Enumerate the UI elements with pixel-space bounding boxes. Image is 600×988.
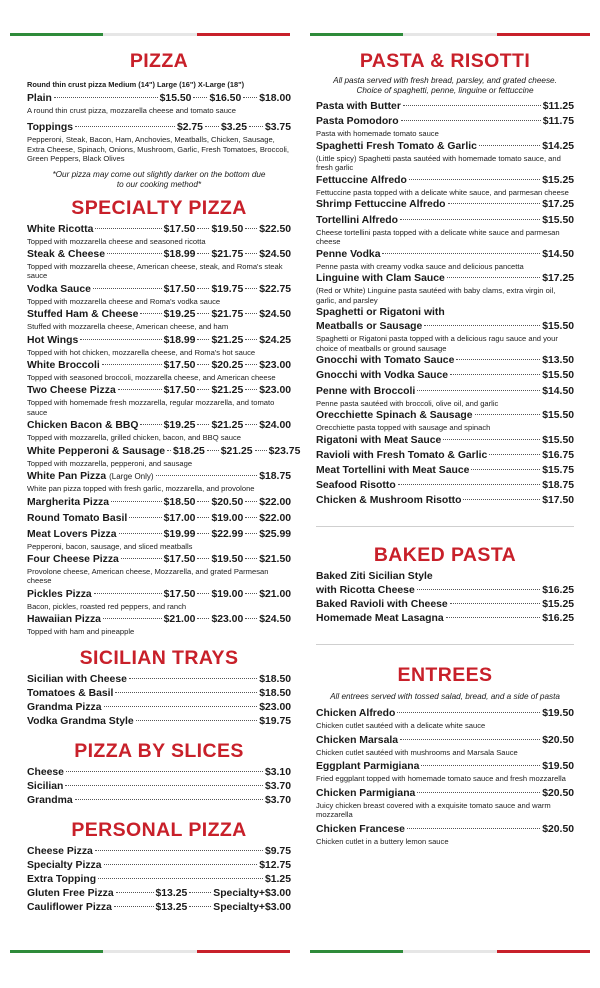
- item-description: Juicy chicken breast covered with a exquisite tomato sauce and warm mozzarella: [316, 800, 551, 820]
- menu-item: [27, 470, 291, 493]
- item-price-medium: $21.00: [163, 614, 196, 626]
- item-name: White Ricotta: [27, 223, 94, 235]
- item-price-medium: $17.50: [163, 360, 196, 372]
- item-extra-price: +$3.00: [258, 901, 291, 913]
- personal-pizza-title: PERSONAL PIZZA: [71, 818, 247, 841]
- flag-stripe-top-right: [310, 33, 590, 36]
- menu-item: [316, 174, 574, 197]
- item-name: Cheese: [27, 766, 64, 778]
- entrees-title: ENTREES: [397, 664, 493, 687]
- menu-item: [316, 449, 574, 463]
- menu-item: [27, 794, 291, 808]
- item-name: Pasta Pomodoro: [316, 116, 399, 128]
- item-price: $13.50: [542, 355, 574, 367]
- menu-item: [316, 479, 574, 493]
- item-price: $15.25: [542, 174, 574, 186]
- item-name: Vodka Sauce: [27, 283, 91, 295]
- menu-item: [27, 248, 291, 281]
- item-description: Penne pasta sautéed with broccoli, olive oil, and garlic: [316, 398, 499, 408]
- item-price-medium: $18.50: [163, 496, 196, 508]
- item-name: Meat Lovers Pizza: [27, 528, 117, 540]
- item-name: Ravioli with Fresh Tomato & Garlic: [316, 449, 488, 461]
- item-price: $17.50: [542, 495, 574, 507]
- item-price-large: $21.25: [211, 385, 244, 397]
- item-name: Meat Tortellini with Meat Sauce: [316, 465, 470, 477]
- baked-pasta-title: BAKED PASTA: [373, 544, 517, 567]
- menu-item: [27, 887, 291, 901]
- item-price-large: $18.75: [259, 471, 291, 483]
- menu-item: [316, 434, 574, 448]
- item-name: Hot Wings: [27, 334, 79, 346]
- item-description: Topped with hot chicken, mozzarella cheese, and Roma's hot sauce: [27, 347, 256, 357]
- item-price-large: $19.50: [211, 223, 244, 235]
- item-price: $15.50: [542, 434, 574, 446]
- item-price-xlarge: $21.00: [259, 588, 291, 600]
- item-name: Hawaiian Pizza: [27, 614, 101, 626]
- menu-item: [27, 553, 291, 586]
- specialty-pizza-title: SPECIALTY PIZZA: [71, 196, 247, 219]
- item-name: Penne Vodka: [316, 248, 381, 260]
- menu-item: [27, 121, 291, 163]
- item-name: Margherita Pizza: [27, 496, 109, 508]
- pizza-by-slices-list: [27, 766, 291, 808]
- item-price-xlarge: $25.99: [259, 528, 291, 540]
- item-price: $17.25: [542, 199, 574, 211]
- item-name: Chicken Marsala: [316, 734, 399, 746]
- item-name: Rigatoni with Meat Sauce: [316, 434, 442, 446]
- baked-pasta-section: [316, 544, 574, 626]
- item-price: $3.70: [264, 780, 291, 792]
- item-name: Chicken Parmigiana: [316, 787, 416, 799]
- menu-item: [316, 198, 574, 212]
- menu-item: [316, 707, 574, 730]
- sicilian-trays-title: SICILIAN TRAYS: [79, 646, 239, 669]
- flag-stripe-bottom-left: [10, 950, 290, 953]
- item-name: White Pepperoni & Sausage: [27, 445, 165, 457]
- item-description: Topped with mozzarella cheese and seasoned ricotta: [27, 236, 206, 246]
- item-name: Grandma: [27, 794, 73, 806]
- menu-item: [316, 570, 574, 598]
- item-name: White Pan Pizza: [27, 471, 107, 483]
- item-description: (Little spicy) Spaghetti pasta sautéed with homemade tomato sauce, and fresh garlic: [316, 153, 561, 173]
- item-price: $15.50: [542, 410, 574, 422]
- item-description: Bacon, pickles, roasted red peppers, and ranch: [27, 601, 187, 611]
- item-price-medium: $19.25: [163, 420, 196, 432]
- item-name: Chicken Bacon & BBQ: [27, 420, 139, 432]
- item-name: Chicken & Mushroom Risotto: [316, 495, 462, 507]
- item-name: Gluten Free Pizza: [27, 887, 114, 899]
- item-price: $14.25: [542, 140, 574, 152]
- item-size-note: (Large Only): [109, 472, 154, 482]
- item-name: Shrimp Fettuccine Alfredo: [316, 199, 446, 211]
- menu-item: [27, 419, 291, 442]
- pasta-risotti-list: [316, 100, 574, 508]
- item-name-line2: Meatballs or Sausage: [316, 321, 423, 333]
- item-name: Sicilian: [27, 780, 64, 792]
- item-price-medium: $18.99: [163, 334, 196, 346]
- item-name: Steak & Cheese: [27, 249, 105, 261]
- item-price-medium: $17.50: [163, 283, 196, 295]
- item-price-xlarge: $24.50: [259, 614, 291, 626]
- item-price-large: $16.50: [209, 93, 242, 104]
- item-name: Baked Ziti Sicilian Style: [316, 571, 433, 583]
- item-price-xlarge: $22.50: [259, 223, 291, 235]
- menu-item: [316, 354, 574, 368]
- item-price-xlarge: $22.75: [259, 283, 291, 295]
- item-price-large: $23.00: [211, 614, 244, 626]
- item-name: Toppings: [27, 122, 73, 134]
- menu-item: [27, 512, 291, 526]
- item-description: Pepperoni, bacon, sausage, and sliced meatballs: [27, 541, 193, 551]
- menu-item: [27, 283, 291, 306]
- item-description: A round thin crust pizza, mozzarella cheese and tomato sauce: [27, 106, 236, 115]
- item-description: Fried eggplant topped with homemade tomato sauce and fresh mozzarella: [316, 774, 566, 784]
- personal-pizza-list: [27, 845, 291, 915]
- specialty-pizza-section: [27, 196, 301, 637]
- menu-item: [316, 140, 574, 173]
- item-price-large: $19.00: [211, 588, 244, 600]
- menu-item: [27, 223, 291, 246]
- item-description: Topped with mozzarella, pepperoni, and sausage: [27, 458, 193, 468]
- item-description: Pasta with homemade tomato sauce: [316, 129, 439, 139]
- item-price: $20.50: [542, 787, 574, 799]
- personal-pizza-section: [27, 819, 291, 915]
- menu-item: [316, 306, 574, 353]
- item-description: Stuffed with mozzarella cheese, American cheese, and ham: [27, 322, 229, 332]
- item-name: Orecchiette Spinach & Sausage: [316, 410, 473, 422]
- menu-item: [316, 598, 574, 612]
- menu-item: [316, 369, 574, 383]
- item-name: Round Tomato Basil: [27, 512, 128, 524]
- item-name-line2: with Ricotta Cheese: [316, 585, 415, 597]
- item-name: Specialty Pizza: [27, 859, 102, 871]
- item-extra-price: +$3.00: [258, 887, 291, 899]
- item-description: Orecchiette pasta topped with sausage and spinach: [316, 423, 491, 433]
- item-name: Linguine with Clam Sauce: [316, 273, 445, 285]
- item-description: Provolone cheese, American cheese, Mozzarella, and grated Parmesan cheese: [27, 566, 269, 586]
- item-extra-label: Specialty: [213, 901, 259, 913]
- item-price: $16.75: [542, 449, 574, 461]
- item-name: Cauliflower Pizza: [27, 901, 112, 913]
- item-name: Gnocchi with Tomato Sauce: [316, 355, 455, 367]
- item-price: $11.75: [542, 116, 574, 128]
- menu-item: [316, 464, 574, 478]
- menu-item: [316, 385, 574, 408]
- baked-pasta-list: [316, 570, 574, 626]
- item-name: Sicilian with Cheese: [27, 673, 127, 685]
- item-description: White pan pizza topped with fresh garlic, mozzarella, and provolone: [27, 484, 255, 494]
- item-price-xlarge: $24.50: [259, 249, 291, 261]
- item-price: $9.75: [264, 845, 291, 857]
- item-name: Stuffed Ham & Cheese: [27, 309, 139, 321]
- item-price-xlarge: $23.00: [259, 385, 291, 397]
- item-price-xlarge: $24.50: [259, 309, 291, 321]
- item-name: Fettuccine Alfredo: [316, 174, 407, 186]
- item-price-medium: $2.75: [176, 122, 203, 134]
- item-name: Spaghetti or Rigatoni with: [316, 307, 445, 319]
- menu-item: [316, 115, 574, 138]
- item-extra-label: Specialty: [213, 887, 259, 899]
- item-price: $14.50: [542, 248, 574, 260]
- item-description: Spaghetti or Rigatoni pasta topped with a delicious ragu sauce and your choice of meatballs or ground sausage: [316, 334, 558, 353]
- item-description: Fettuccine pasta topped with a delicate white sauce, and parmesan cheese: [316, 187, 569, 197]
- menu-item: [316, 734, 574, 757]
- item-name: Grandma Pizza: [27, 701, 102, 713]
- item-description: Cheese tortellini pasta topped with a delicate white sauce and parmesan cheese: [316, 227, 560, 246]
- item-name: Tortellini Alfredo: [316, 214, 398, 226]
- item-price-large: $3.25: [220, 122, 247, 134]
- item-name: Homemade Meat Lasagna: [316, 613, 444, 625]
- entrees-note: All entrees served with tossed salad, bread, and a side of pasta: [330, 692, 560, 702]
- menu-item: [27, 334, 291, 357]
- menu-item: [27, 701, 291, 715]
- item-price-medium: $17.50: [163, 553, 196, 565]
- item-price-medium: $18.25: [173, 445, 205, 457]
- item-price: $16.25: [542, 585, 574, 597]
- item-description: Chicken cutlet sautéed with mushrooms and Marsala Sauce: [316, 747, 518, 757]
- menu-item: [27, 901, 291, 915]
- item-name: Baked Ravioli with Cheese: [316, 599, 448, 611]
- item-price: $15.75: [542, 465, 574, 477]
- item-name: Seafood Risotto: [316, 480, 396, 492]
- pizza-size-header: Round thin crust pizza Medium (14") Large (16") X-Large (18"): [27, 80, 245, 89]
- item-price-xlarge: $18.00: [259, 93, 291, 104]
- item-price: $15.50: [542, 321, 574, 333]
- menu-item: [27, 528, 291, 551]
- item-name: White Broccoli: [27, 360, 100, 372]
- item-price: $13.25: [155, 901, 188, 913]
- item-price-xlarge: $21.50: [259, 553, 291, 565]
- menu-item: [316, 214, 574, 247]
- section-divider: [316, 526, 574, 527]
- item-price: $11.25: [542, 101, 574, 112]
- item-price-large: $21.75: [211, 249, 244, 261]
- item-name: Extra Topping: [27, 873, 97, 885]
- item-price-xlarge: $22.00: [259, 496, 291, 508]
- item-price-large: $20.50: [211, 496, 244, 508]
- item-description: Topped with mozzarella cheese, American cheese, steak, and Roma's steak sauce: [27, 262, 283, 281]
- item-price-medium: $17.50: [163, 385, 196, 397]
- item-price-large: $19.00: [211, 512, 244, 524]
- menu-item: [27, 859, 291, 873]
- item-description: Topped with mozzarella cheese and Roma's vodka sauce: [27, 296, 221, 306]
- item-price-large: $19.50: [211, 553, 244, 565]
- item-price-large: $19.75: [211, 283, 244, 295]
- item-price: $18.50: [259, 687, 291, 699]
- menu-item: [316, 760, 574, 783]
- item-price-large: $22.99: [211, 528, 244, 540]
- menu-item: [27, 873, 291, 887]
- flag-stripe-top-left: [10, 33, 290, 36]
- menu-item: [316, 248, 574, 271]
- item-price-xlarge: $3.75: [264, 122, 291, 134]
- item-price: $20.50: [542, 823, 574, 835]
- menu-item: [27, 845, 291, 859]
- menu-item: [27, 687, 291, 701]
- item-description: (Red or White) Linguine pasta sautéed with baby clams, extra virgin oil, garlic, and parsley: [316, 286, 556, 305]
- menu-item: [27, 780, 291, 794]
- menu-item: [316, 787, 574, 820]
- pasta-risotti-title: PASTA & RISOTTI: [359, 50, 531, 72]
- item-price-medium: $17.50: [163, 223, 196, 235]
- item-price: $23.00: [259, 701, 291, 713]
- item-price: $14.50: [542, 385, 574, 397]
- item-name: Pasta with Butter: [316, 101, 401, 112]
- entrees-list: [316, 707, 574, 845]
- item-price-large: $21.25: [211, 420, 244, 432]
- item-price: $15.50: [542, 214, 574, 226]
- pasta-risotti-section: [316, 50, 574, 508]
- item-description: Topped with seasoned broccoli, mozzarella cheese, and American cheese: [27, 373, 276, 383]
- item-price: $15.25: [542, 599, 574, 611]
- menu-item: [27, 766, 291, 780]
- menu-item: [27, 613, 291, 636]
- item-price: $17.25: [542, 273, 574, 285]
- item-price-medium: $15.50: [159, 93, 192, 104]
- menu-item: [27, 715, 291, 729]
- item-price: $20.50: [542, 734, 574, 746]
- item-name: Cheese Pizza: [27, 845, 93, 857]
- item-price-medium: $17.50: [163, 588, 196, 600]
- menu-item: [316, 272, 574, 305]
- item-description: Penne pasta with creamy vodka sauce and delicious pancetta: [316, 261, 524, 271]
- specialty-pizza-list: [27, 223, 301, 637]
- item-price-large: $21.25: [220, 445, 253, 457]
- item-price: $3.10: [264, 766, 291, 778]
- item-name: Eggplant Parmigiana: [316, 761, 420, 773]
- item-price-large: $20.25: [211, 360, 244, 372]
- sicilian-trays-section: [27, 647, 291, 729]
- item-price-medium: $19.25: [163, 309, 196, 321]
- item-name: Vodka Grandma Style: [27, 715, 134, 727]
- item-price-xlarge: $23.75: [268, 445, 301, 457]
- item-price: $15.50: [542, 370, 574, 382]
- item-price-xlarge: $23.00: [259, 360, 291, 372]
- menu-item: [27, 384, 291, 417]
- item-price: $3.70: [264, 794, 291, 806]
- item-price-large: $21.25: [211, 334, 244, 346]
- pizza-by-slices-section: [27, 740, 291, 808]
- item-price: $18.75: [542, 480, 574, 492]
- item-description: Pepperoni, Steak, Bacon, Ham, Anchovies, Meatballs, Chicken, Sausage, Extra Cheese, Spinach, Onions, Mushroom, Garlic, Fresh Tomatoes, Broccoli, Green Peppers, Black Olives: [27, 135, 289, 164]
- item-description: Chicken cutlet sautéed with a delicate white sauce: [316, 721, 486, 731]
- item-price: $19.50: [542, 761, 574, 773]
- item-price: $1.25: [264, 873, 291, 885]
- item-name: Four Cheese Pizza: [27, 553, 119, 565]
- menu-item: [27, 359, 291, 382]
- pizza-section: [27, 50, 291, 190]
- pasta-note: All pasta served with fresh bread, parsley, and grated cheese. Choice of spaghetti, penne, linguine or fettuccine: [333, 76, 557, 95]
- item-description: Topped with homemade fresh mozzarella, regular mozzarella, and tomato sauce: [27, 398, 275, 417]
- item-price: $18.50: [259, 673, 291, 685]
- item-price-medium: $18.99: [163, 249, 196, 261]
- sicilian-trays-list: [27, 673, 291, 729]
- pizza-title: PIZZA: [129, 50, 189, 72]
- item-name: Chicken Alfredo: [316, 708, 396, 720]
- item-price: $19.50: [542, 708, 574, 720]
- item-price: $12.75: [259, 859, 291, 871]
- entrees-section: [316, 664, 574, 845]
- item-name: Plain: [27, 93, 52, 104]
- item-price-medium: $17.00: [163, 512, 196, 524]
- item-name: Tomatoes & Basil: [27, 687, 114, 699]
- item-description: Topped with mozzarella, grilled chicken, bacon, and BBQ sauce: [27, 433, 242, 443]
- left-column: [27, 46, 301, 915]
- item-price: $16.25: [542, 613, 574, 625]
- flag-stripe-bottom-right: [310, 950, 590, 953]
- item-name: Spaghetti Fresh Tomato & Garlic: [316, 140, 477, 152]
- pizza-note: *Our pizza may come out slightly darker on the bottom due to our cooking method*: [52, 169, 266, 189]
- item-name: Penne with Broccoli: [316, 385, 416, 397]
- item-name: Gnocchi with Vodka Sauce: [316, 370, 449, 382]
- menu-item: [27, 445, 301, 468]
- pizza-by-slices-title: PIZZA BY SLICES: [74, 739, 244, 762]
- menu-item: [316, 100, 574, 114]
- menu-item: [316, 409, 574, 432]
- item-price-xlarge: $22.00: [259, 512, 291, 524]
- item-price-large: $21.75: [211, 309, 244, 321]
- menu-item: [27, 92, 291, 115]
- menu-item: [27, 496, 291, 510]
- item-price-medium: $19.99: [163, 528, 196, 540]
- item-name: Pickles Pizza: [27, 588, 92, 600]
- menu-item: [316, 494, 574, 508]
- item-price: $19.75: [259, 715, 291, 727]
- item-description: Topped with ham and pineapple: [27, 627, 135, 637]
- section-divider: [316, 644, 574, 645]
- item-name: Chicken Francese: [316, 823, 405, 835]
- item-name: Two Cheese Pizza: [27, 385, 116, 397]
- item-price: $13.25: [155, 887, 188, 899]
- menu-item: [27, 588, 291, 611]
- menu-item: [27, 673, 291, 687]
- item-description: Chicken cutlet in a buttery lemon sauce: [316, 836, 449, 846]
- menu-item: [316, 823, 574, 846]
- item-price-xlarge: $24.25: [259, 334, 291, 346]
- item-price-xlarge: $24.00: [259, 420, 291, 432]
- right-column: [316, 46, 574, 846]
- menu-item: [27, 308, 291, 331]
- menu-item: [316, 612, 574, 626]
